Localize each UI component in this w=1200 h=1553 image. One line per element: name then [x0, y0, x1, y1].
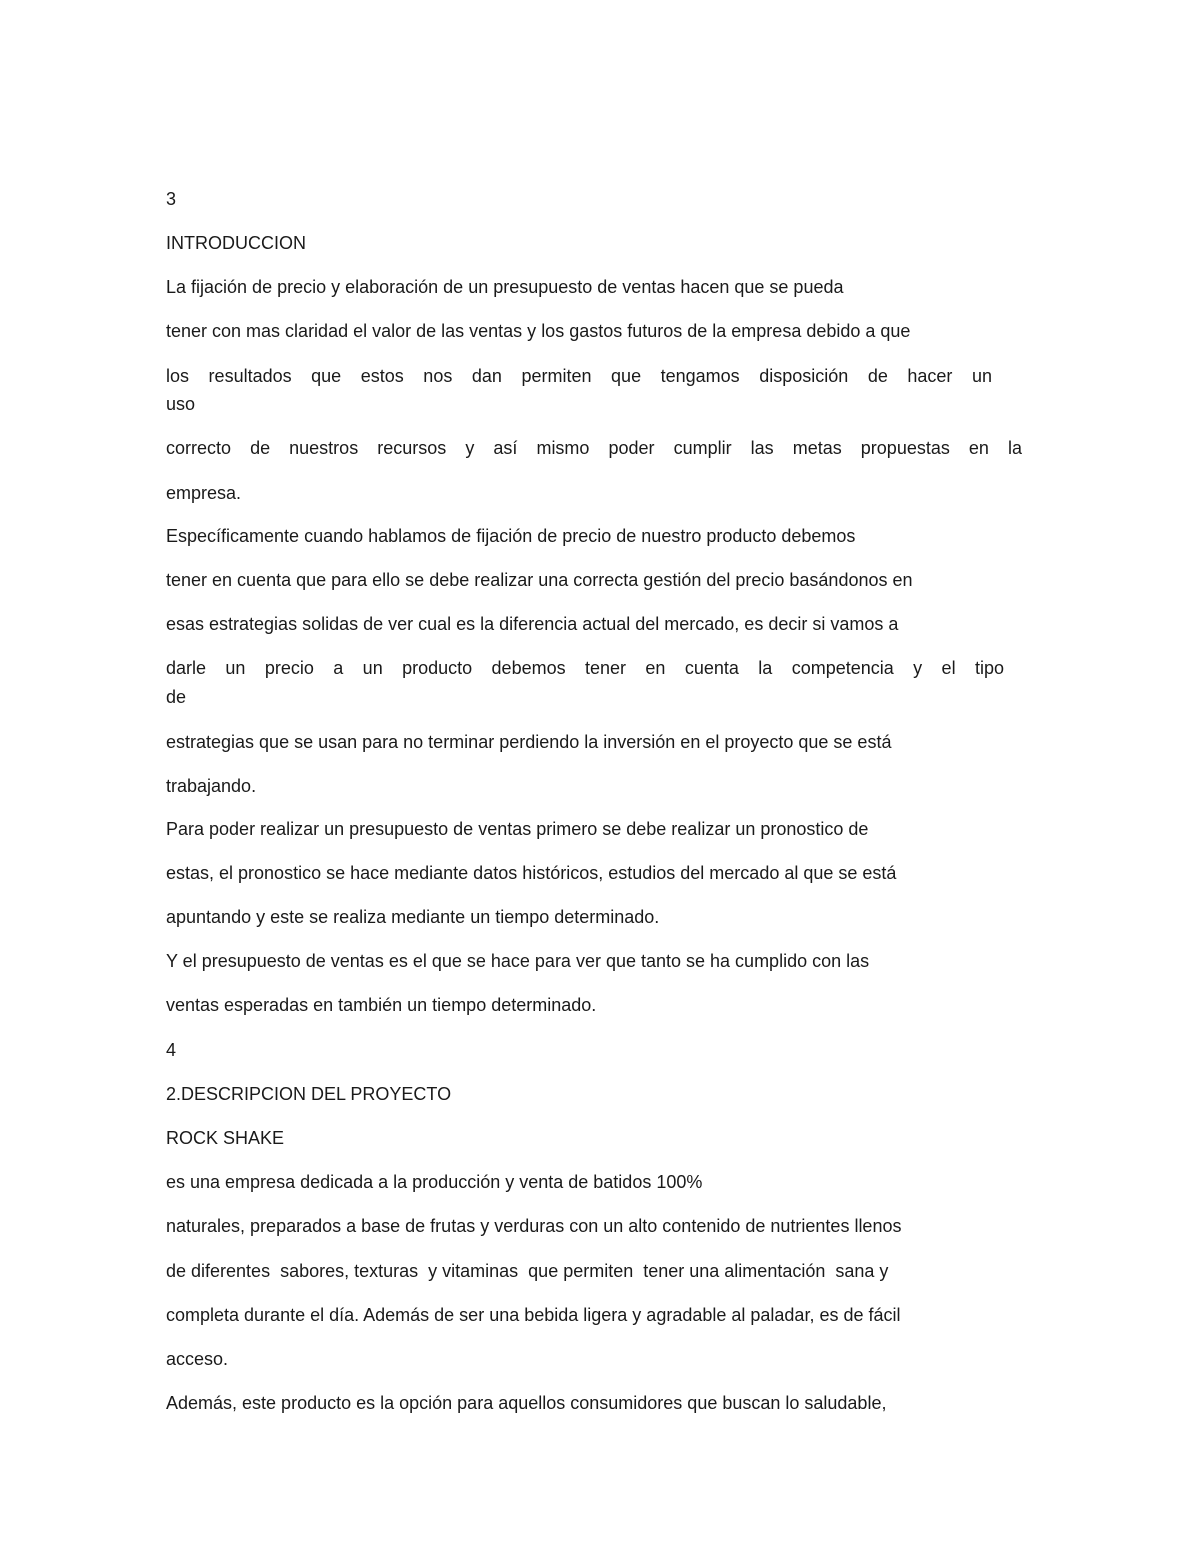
- paragraph-line: los resultados que estos nos dan permiten que tengamos disposición de hacer un: [166, 366, 992, 386]
- page-number: 3: [166, 189, 177, 209]
- paragraph-line: Además, este producto es la opción para aquellos consumidores que buscan lo saludable,: [166, 1393, 887, 1413]
- paragraph-line: estrategias que se usan para no terminar perdiendo la inversión en el proyecto que se está: [166, 732, 892, 752]
- paragraph-line: de: [166, 687, 187, 707]
- section-heading: 2.DESCRIPCION DEL PROYECTO: [166, 1084, 452, 1104]
- paragraph-line: esas estrategias solidas de ver cual es la diferencia actual del mercado, es decir si vamos a: [166, 614, 899, 634]
- paragraph-line: darle un precio a un producto debemos tener en cuenta la competencia y el tipo: [166, 658, 1004, 678]
- paragraph-line: empresa.: [166, 483, 242, 503]
- paragraph-line: Para poder realizar un presupuesto de ventas primero se debe realizar un pronostico de: [166, 819, 869, 839]
- paragraph-line: correcto de nuestros recursos y así mismo poder cumplir las metas propuestas en la: [166, 438, 1022, 458]
- paragraph-line: uso: [166, 394, 196, 414]
- section-heading: INTRODUCCION: [166, 233, 306, 253]
- paragraph-line: trabajando.: [166, 776, 257, 796]
- paragraph-line: naturales, preparados a base de frutas y verduras con un alto contenido de nutrientes llenos: [166, 1216, 902, 1236]
- paragraph-line: estas, el pronostico se hace mediante datos históricos, estudios del mercado al que se está: [166, 863, 897, 883]
- paragraph-line: La fijación de precio y elaboración de un presupuesto de ventas hacen que se pueda: [166, 277, 844, 297]
- paragraph-line: tener con mas claridad el valor de las ventas y los gastos futuros de la empresa debido a que: [166, 321, 911, 341]
- page-number: 4: [166, 1040, 177, 1060]
- paragraph-line: Y el presupuesto de ventas es el que se hace para ver que tanto se ha cumplido con las: [166, 951, 870, 971]
- project-name: ROCK SHAKE: [166, 1128, 285, 1148]
- paragraph-line: apuntando y este se realiza mediante un tiempo determinado.: [166, 907, 660, 927]
- paragraph-line: acceso.: [166, 1349, 229, 1369]
- paragraph-line: ventas esperadas en también un tiempo determinado.: [166, 995, 597, 1015]
- paragraph-line: tener en cuenta que para ello se debe realizar una correcta gestión del precio basándonos en: [166, 570, 913, 590]
- paragraph-line: Específicamente cuando hablamos de fijación de precio de nuestro producto debemos: [166, 526, 856, 546]
- paragraph-line: es una empresa dedicada a la producción y venta de batidos 100%: [166, 1172, 703, 1192]
- paragraph-line: completa durante el día. Además de ser una bebida ligera y agradable al paladar, es de fácil: [166, 1305, 901, 1325]
- paragraph-line: de diferentes sabores, texturas y vitaminas que permiten tener una alimentación sana y: [166, 1261, 889, 1281]
